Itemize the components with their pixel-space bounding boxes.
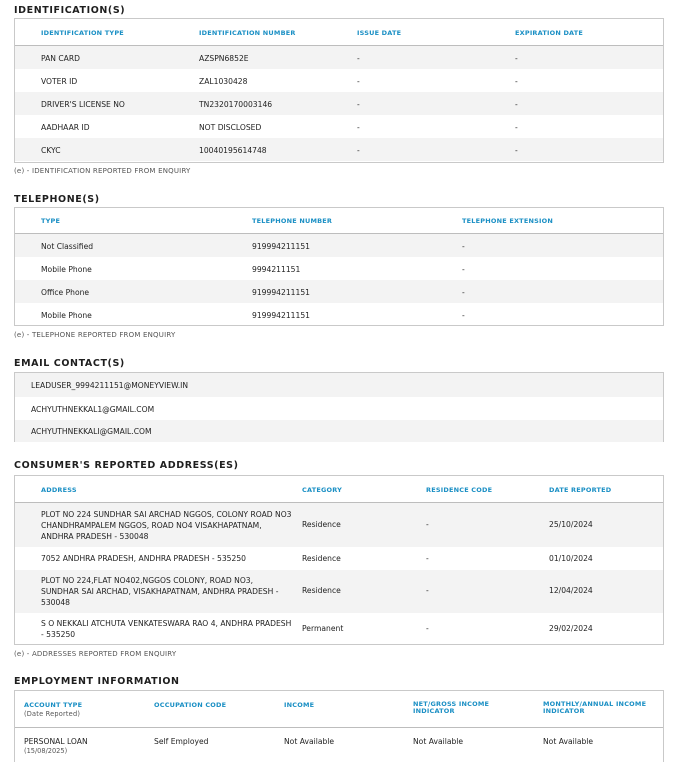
cell-address: PLOT NO 224,FLAT NO402,NGGOS COLONY, ROAD NO3, SUNDHAR SAI ARCHAD, VISAKHAPATNAM, ANDHRA PRADESH - 530048	[41, 576, 279, 607]
employment-title: EMPLOYMENT INFORMATION	[14, 676, 180, 687]
email-table	[14, 372, 664, 442]
cell-account-type	[24, 737, 88, 755]
table-row	[15, 570, 663, 613]
cell-id-number: NOT DISCLOSED	[199, 123, 262, 132]
col-account-type-sub: (Date Reported)	[24, 710, 81, 718]
col-net-gross-indicator: NET/GROSS INCOME INDICATOR	[413, 700, 490, 715]
email-address: ACHYUTHNEKKAL1@GMAIL.COM	[31, 405, 155, 414]
cell-phone-type: Mobile Phone	[41, 265, 92, 274]
email-title: EMAIL CONTACT(S)	[14, 358, 125, 369]
account-type-value: PERSONAL LOAN	[24, 737, 88, 746]
address-title: CONSUMER'S REPORTED ADDRESS(ES)	[14, 460, 239, 471]
cell-expiration-date: -	[515, 123, 518, 132]
col-residence-code: RESIDENCE CODE	[426, 486, 493, 494]
identification-note: (e) - IDENTIFICATION REPORTED FROM ENQUIRY	[14, 167, 191, 175]
cell-monthly-annual: Not Available	[543, 737, 594, 746]
cell-date-reported: 25/10/2024	[549, 520, 593, 529]
cell-residence-code: -	[426, 624, 429, 633]
list-item	[15, 397, 663, 420]
email-address: LEADUSER_9994211151@MONEYVIEW.IN	[31, 381, 189, 390]
col-account-type-label: ACCOUNT TYPE	[24, 701, 83, 709]
cell-phone-type: Office Phone	[41, 288, 90, 297]
table-row	[15, 547, 663, 570]
date-reported-value: (15/08/2025)	[24, 747, 68, 755]
cell-id-type: VOTER ID	[41, 77, 78, 86]
cell-expiration-date: -	[515, 100, 518, 109]
col-telephone-extension: TELEPHONE EXTENSION	[462, 217, 553, 225]
cell-issue-date: -	[357, 100, 360, 109]
cell-date-reported: 01/10/2024	[549, 554, 593, 563]
address-note: (e) - ADDRESSES REPORTED FROM ENQUIRY	[14, 650, 177, 658]
col-identification-number: IDENTIFICATION NUMBER	[199, 29, 296, 37]
table-row	[15, 728, 663, 764]
col-monthly-annual-indicator: MONTHLY/ANNUAL INCOME INDICATOR	[543, 700, 647, 715]
address-header	[15, 476, 663, 503]
table-row	[15, 257, 663, 280]
table-row	[15, 280, 663, 303]
col-date-reported: DATE REPORTED	[549, 486, 612, 494]
identification-title: IDENTIFICATION(S)	[14, 5, 126, 16]
cell-category: Permanent	[302, 624, 344, 633]
cell-category: Residence	[302, 520, 341, 529]
cell-phone-extension: -	[462, 265, 465, 274]
employment-table	[14, 690, 664, 762]
cell-date-reported: 29/02/2024	[549, 624, 593, 633]
cell-phone-extension: -	[462, 311, 465, 320]
cell-residence-code: -	[426, 586, 429, 595]
cell-id-type: CKYC	[41, 146, 61, 155]
cell-id-number: 10040195614748	[199, 146, 267, 155]
cell-address: 7052 ANDHRA PRADESH, ANDHRA PRADESH - 535250	[41, 554, 246, 563]
cell-id-number: TN2320170003146	[199, 100, 273, 109]
col-address: ADDRESS	[41, 486, 77, 494]
cell-occupation: Self Employed	[154, 737, 209, 746]
list-item	[15, 373, 663, 397]
cell-issue-date: -	[357, 123, 360, 132]
col-account-type	[24, 701, 144, 718]
cell-category: Residence	[302, 586, 341, 595]
cell-issue-date: -	[357, 77, 360, 86]
cell-expiration-date: -	[515, 77, 518, 86]
address-table	[14, 475, 664, 645]
identification-table	[14, 18, 664, 163]
col-income: INCOME	[284, 701, 315, 709]
cell-address: PLOT NO 224 SUNDHAR SAI ARCHAD NGGOS, COLONY ROAD NO3 CHANDHRAMPALEM NGGOS, ROAD NO4 VISAKHAPATNAM, ANDHRA PRADESH - 530048	[41, 510, 292, 541]
table-row	[15, 69, 663, 92]
list-item	[15, 420, 663, 442]
col-identification-type: IDENTIFICATION TYPE	[41, 29, 124, 37]
cell-phone-extension: -	[462, 242, 465, 251]
col-issue-date: ISSUE DATE	[357, 29, 402, 37]
cell-phone-number: 9994211151	[252, 265, 301, 274]
col-expiration-date: EXPIRATION DATE	[515, 29, 584, 37]
cell-category: Residence	[302, 554, 341, 563]
telephone-note: (e) - TELEPHONE REPORTED FROM ENQUIRY	[14, 331, 176, 339]
telephone-title: TELEPHONE(S)	[14, 194, 100, 205]
email-address: ACHYUTHNEKKALI@GMAIL.COM	[31, 427, 152, 436]
cell-phone-extension: -	[462, 288, 465, 297]
telephone-table	[14, 207, 664, 326]
cell-phone-number: 919994211151	[252, 242, 310, 251]
table-row	[15, 234, 663, 257]
table-row	[15, 503, 663, 547]
cell-id-type: AADHAAR ID	[41, 123, 90, 132]
cell-expiration-date: -	[515, 146, 518, 155]
cell-phone-type: Mobile Phone	[41, 311, 92, 320]
cell-residence-code: -	[426, 554, 429, 563]
cell-phone-type: Not Classified	[41, 242, 94, 251]
identification-header	[15, 19, 663, 46]
cell-id-number: AZSPN6852E	[199, 54, 249, 63]
cell-date-reported: 12/04/2024	[549, 586, 593, 595]
table-row	[15, 46, 663, 69]
table-row	[15, 138, 663, 161]
telephone-header	[15, 208, 663, 234]
table-row	[15, 92, 663, 115]
cell-address: S O NEKKALI ATCHUTA VENKATESWARA RAO 4, ANDHRA PRADESH - 535250	[41, 619, 292, 639]
cell-id-type: PAN CARD	[41, 54, 81, 63]
col-telephone-number: TELEPHONE NUMBER	[252, 217, 333, 225]
cell-net-gross: Not Available	[413, 737, 464, 746]
cell-issue-date: -	[357, 146, 360, 155]
cell-issue-date: -	[357, 54, 360, 63]
cell-residence-code: -	[426, 520, 429, 529]
cell-phone-number: 919994211151	[252, 288, 310, 297]
cell-expiration-date: -	[515, 54, 518, 63]
col-type: TYPE	[41, 217, 61, 225]
table-row	[15, 115, 663, 138]
table-row	[15, 303, 663, 326]
cell-phone-number: 919994211151	[252, 311, 310, 320]
col-occupation-code: OCCUPATION CODE	[154, 701, 227, 709]
cell-id-type: DRIVER'S LICENSE NO	[41, 100, 125, 109]
cell-id-number: ZAL1030428	[199, 77, 248, 86]
cell-income: Not Available	[284, 737, 335, 746]
col-category: CATEGORY	[302, 486, 342, 494]
table-row	[15, 613, 663, 645]
employment-header	[15, 691, 663, 728]
